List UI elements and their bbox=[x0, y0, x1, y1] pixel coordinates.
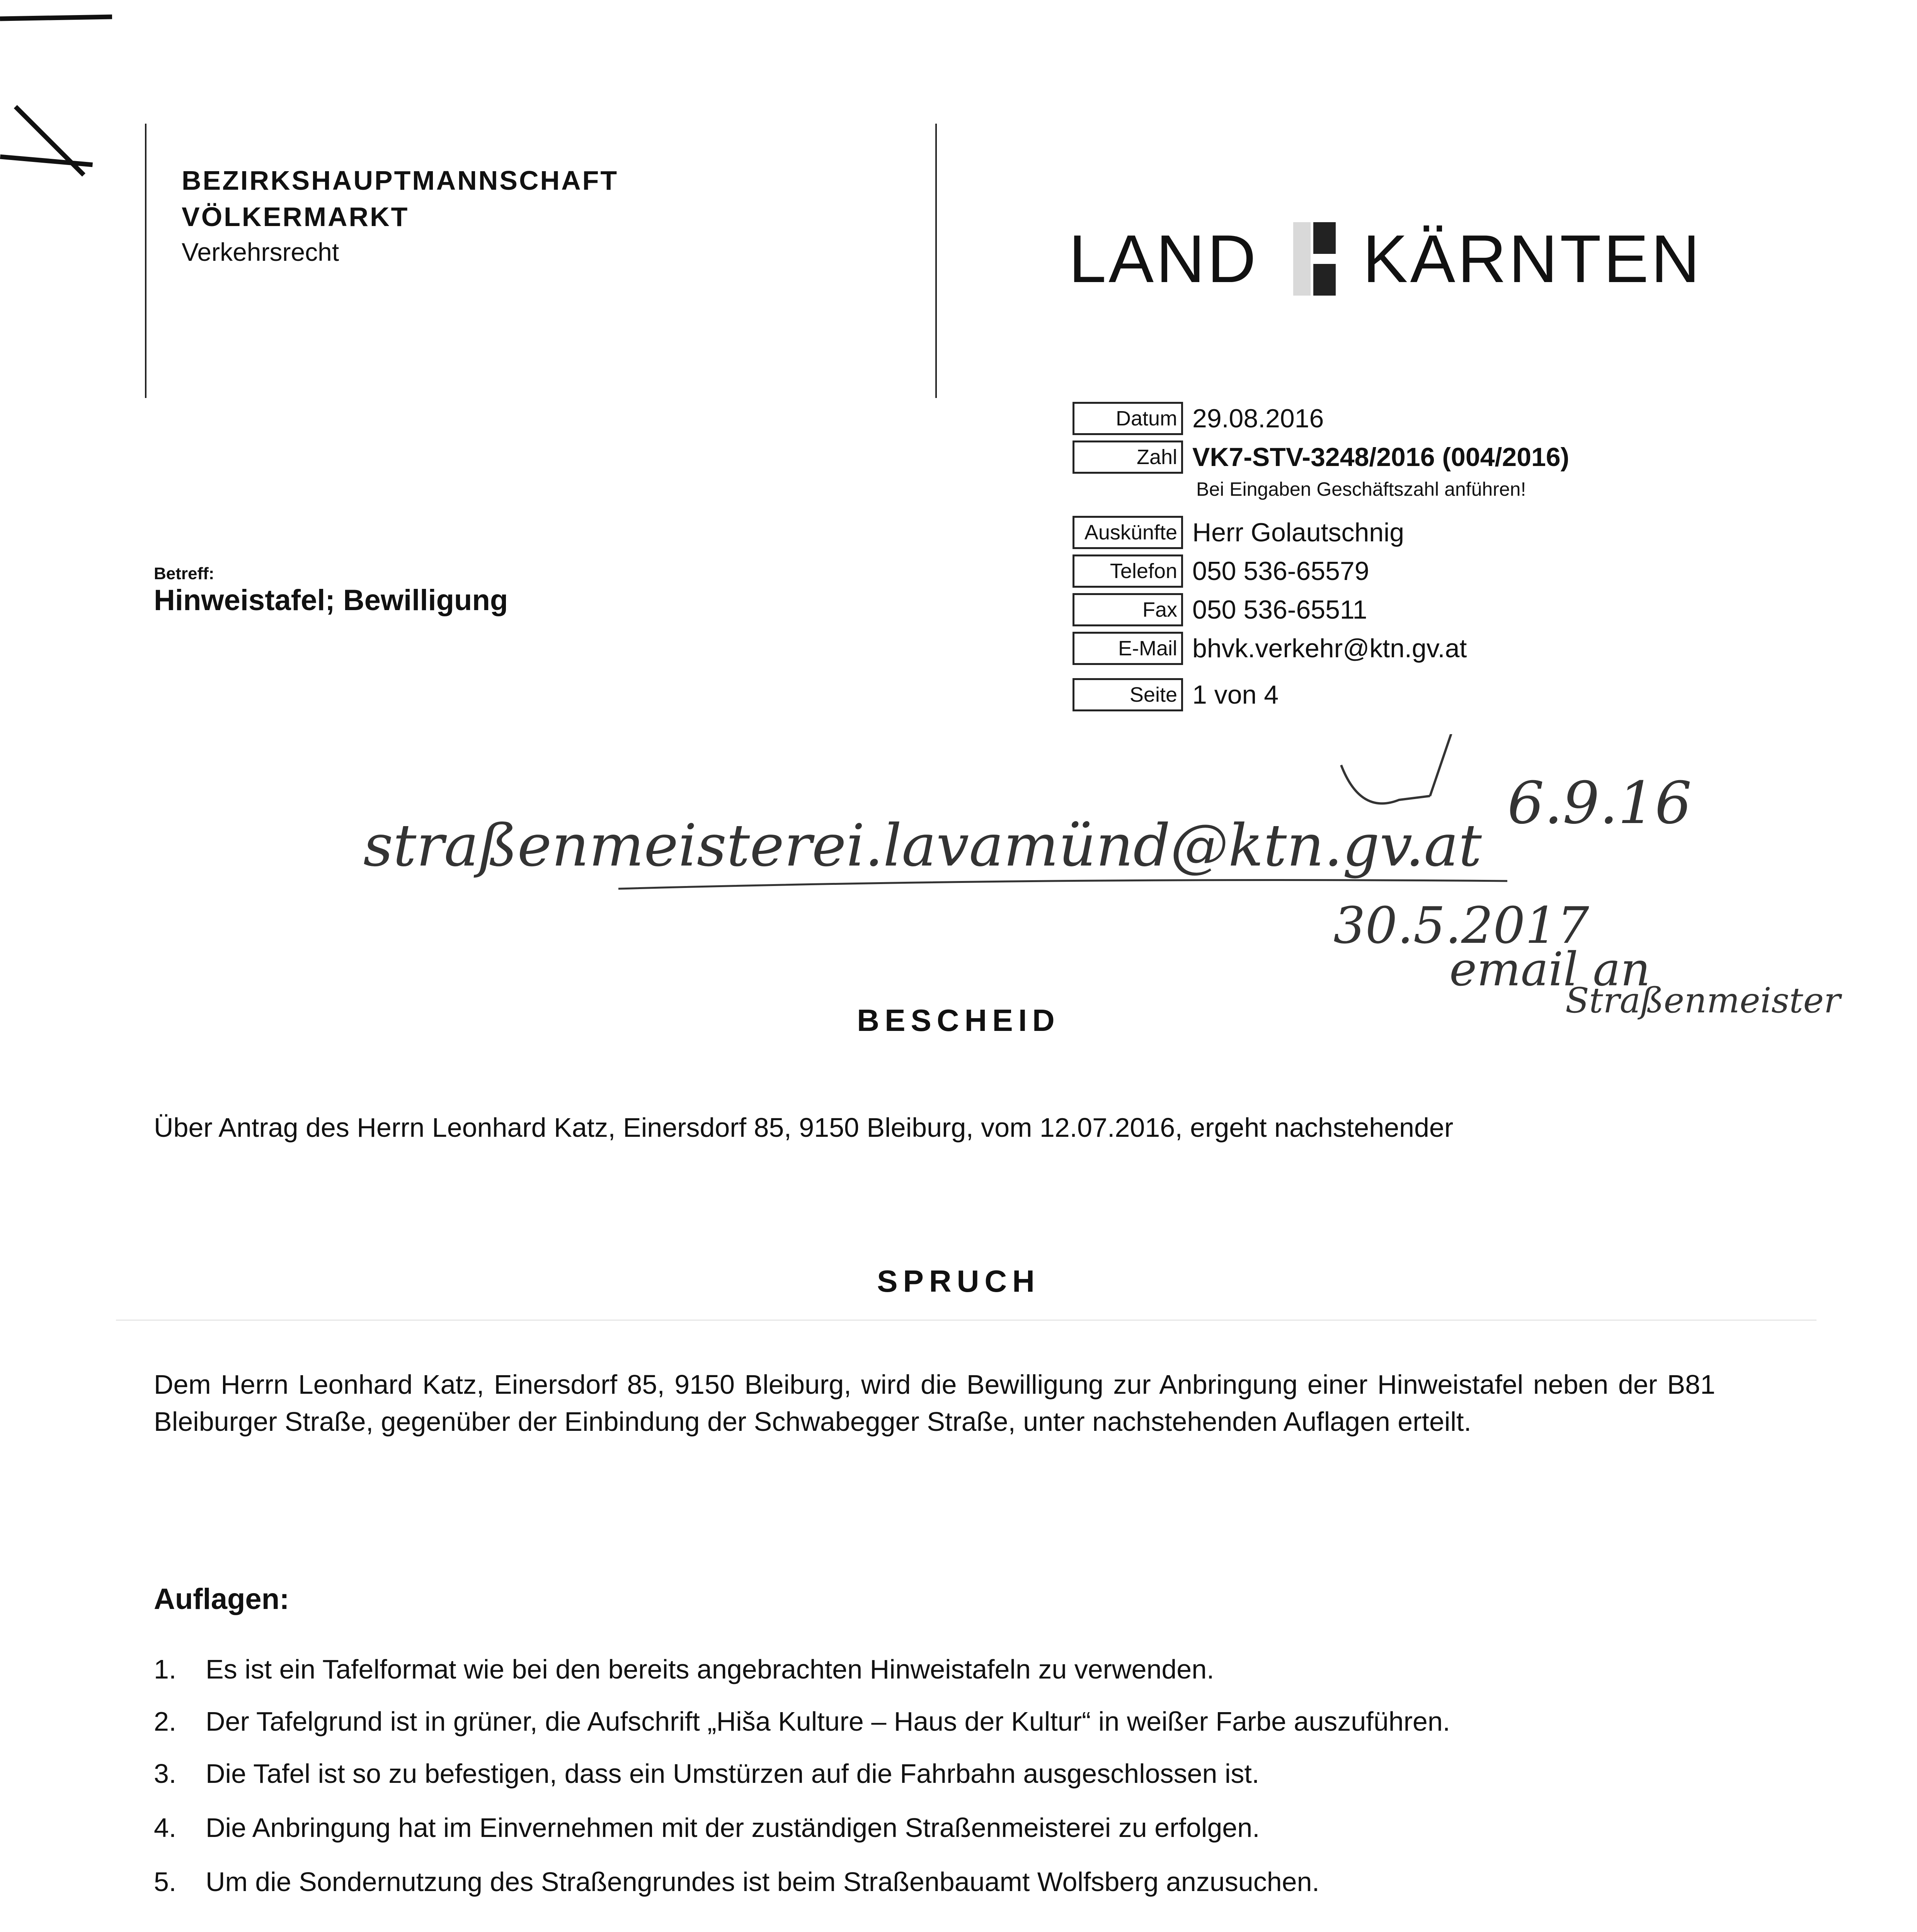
bescheid-heading: BESCHEID bbox=[857, 1003, 1060, 1037]
info-value-auskuenfte: Herr Golautschnig bbox=[1192, 518, 1405, 547]
handwritten-note-2: Straßenmeister bbox=[1565, 980, 1840, 1021]
info-value-telefon: 050 536-65579 bbox=[1192, 556, 1369, 586]
info-row-datum bbox=[1073, 402, 1324, 435]
list-item-number: 1. bbox=[154, 1654, 177, 1684]
info-label-zahl: Zahl bbox=[1073, 440, 1183, 474]
info-row-auskuenfte bbox=[1073, 516, 1404, 549]
list-item bbox=[154, 1654, 1816, 1685]
info-label-telefon: Telefon bbox=[1073, 554, 1183, 588]
handwritten-date-1: 6.9.16 bbox=[1507, 770, 1692, 837]
scan-line bbox=[116, 1320, 1817, 1321]
bescheid-intro: Über Antrag des Herrn Leonhard Katz, Einersdorf 85, 9150 Bleiburg, vom 12.07.2016, ergeht nachstehender bbox=[154, 1112, 1454, 1143]
land-kaernten-logo bbox=[1069, 220, 1702, 298]
handwritten-note-1: email an bbox=[1449, 943, 1651, 997]
handwritten-email: straßenmeisterei.lavamünd@ktn.gv.at bbox=[363, 812, 1482, 879]
info-value-zahl: VK7-STV-3248/2016 (004/2016) bbox=[1192, 442, 1570, 472]
info-row-telefon bbox=[1073, 554, 1369, 588]
list-item bbox=[154, 1706, 1816, 1737]
authority-name bbox=[182, 162, 618, 235]
list-item-text: Die Anbringung hat im Einvernehmen mit der zuständigen Straßenmeisterei zu erfolgen. bbox=[206, 1813, 1260, 1843]
info-value-datum: 29.08.2016 bbox=[1192, 404, 1324, 433]
department: Verkehrsrecht bbox=[182, 238, 339, 266]
logo-word-land: LAND bbox=[1069, 221, 1258, 297]
handwritten-annotation bbox=[0, 734, 1917, 1043]
info-row-fax bbox=[1073, 593, 1367, 626]
list-item-number: 4. bbox=[154, 1813, 177, 1843]
info-value-seite: 1 von 4 bbox=[1192, 680, 1279, 709]
scan-mark-line-diagonal bbox=[14, 105, 85, 177]
authority-line2: VÖLKERMARKT bbox=[182, 202, 409, 232]
list-item-text: Der Tafelgrund ist in grüner, die Aufschrift „Hiša Kulture – Haus der Kultur“ in weißer Farbe auszuführen. bbox=[206, 1706, 1451, 1736]
logo-mark-icon bbox=[1293, 222, 1336, 296]
auflagen-heading: Auflagen: bbox=[154, 1583, 289, 1616]
spruch-text: Dem Herrn Leonhard Katz, Einersdorf 85, 9150 Bleiburg, wird die Bewilligung zur Anbringung einer Hinweistafel neben der B81 Bleiburger Straße, gegenüber der Einbindung der Schwabegger Straße, unter nachstehenden Auflagen erteilt. bbox=[154, 1369, 1715, 1437]
info-label-seite: Seite bbox=[1073, 678, 1183, 711]
list-item bbox=[154, 1812, 1816, 1843]
info-label-auskuenfte: Auskünfte bbox=[1073, 516, 1183, 549]
info-row-zahl bbox=[1073, 440, 1569, 474]
subject-label: Betreff: bbox=[154, 564, 215, 583]
list-item-text: Es ist ein Tafelformat wie bei den bereits angebrachten Hinweistafeln zu verwenden. bbox=[206, 1654, 1214, 1684]
handwritten-date-2: 30.5.2017 bbox=[1333, 896, 1589, 955]
logo-word-kaernten: KÄRNTEN bbox=[1362, 221, 1702, 297]
info-label-email: E-Mail bbox=[1073, 632, 1183, 665]
letterhead-divider-middle bbox=[935, 124, 937, 398]
subject-text: Hinweistafel; Bewilligung bbox=[154, 584, 508, 617]
scan-mark-line-bottom bbox=[0, 155, 93, 167]
zahl-hint: Bei Eingaben Geschäftszahl anführen! bbox=[1196, 478, 1526, 500]
list-item bbox=[154, 1758, 1816, 1789]
letterhead-divider-left bbox=[145, 124, 146, 398]
scan-mark-line-top bbox=[0, 14, 112, 21]
list-item-number: 2. bbox=[154, 1706, 177, 1736]
info-row-email bbox=[1073, 632, 1467, 665]
list-item-number: 5. bbox=[154, 1867, 177, 1897]
info-label-fax: Fax bbox=[1073, 593, 1183, 626]
list-item-text: Um die Sondernutzung des Straßengrundes ist beim Straßenbauamt Wolfsberg anzusuchen. bbox=[206, 1867, 1319, 1897]
info-label-datum: Datum bbox=[1073, 402, 1183, 435]
info-value-email[interactable]: bhvk.verkehr@ktn.gv.at bbox=[1192, 634, 1467, 663]
spruch-heading: SPRUCH bbox=[877, 1264, 1040, 1298]
authority-line1: BEZIRKSHAUPTMANNSCHAFT bbox=[182, 165, 619, 196]
list-item-number: 3. bbox=[154, 1759, 177, 1789]
info-value-fax: 050 536-65511 bbox=[1192, 595, 1367, 624]
info-row-seite bbox=[1073, 678, 1279, 711]
list-item-text: Die Tafel ist so zu befestigen, dass ein Umstürzen auf die Fahrbahn ausgeschlossen ist. bbox=[206, 1759, 1260, 1789]
list-item bbox=[154, 1866, 1816, 1897]
